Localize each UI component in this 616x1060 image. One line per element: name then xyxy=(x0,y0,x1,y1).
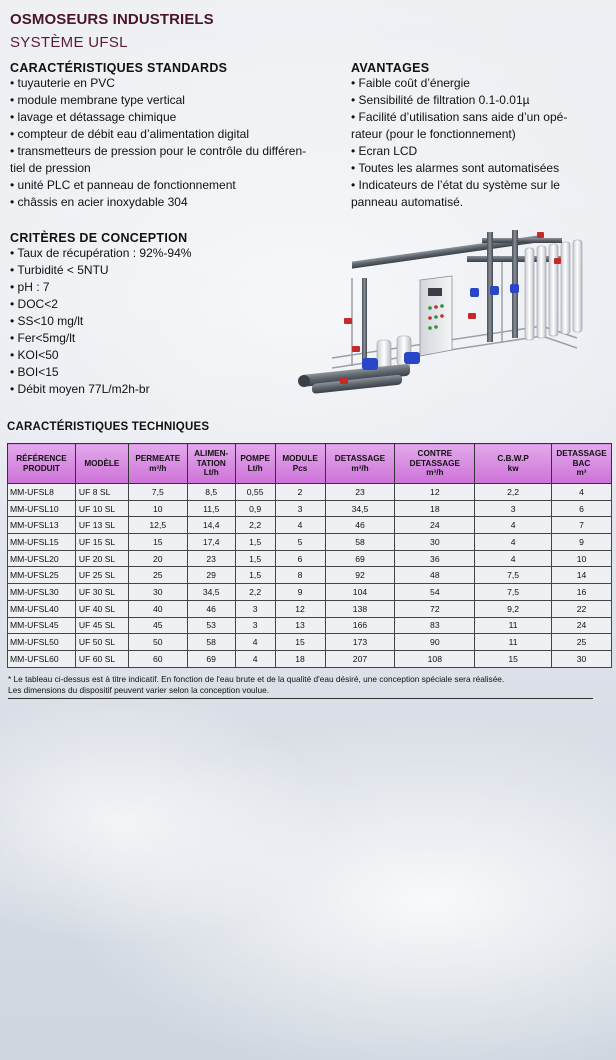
table-row xyxy=(8,534,612,551)
table-cell: 69 xyxy=(325,550,395,567)
table-cell: 6 xyxy=(275,550,325,567)
table-cell: 16 xyxy=(551,584,611,601)
table-cell: 4 xyxy=(475,517,552,534)
table-cell: 2 xyxy=(275,484,325,501)
table-cell: 11,5 xyxy=(187,500,235,517)
table-cell: 1,5 xyxy=(235,550,275,567)
table-cell: UF 30 SL xyxy=(75,584,128,601)
table-cell: 22 xyxy=(551,600,611,617)
table-cell: UF 20 SL xyxy=(75,550,128,567)
table-cell: 12 xyxy=(275,600,325,617)
table-row xyxy=(8,500,612,517)
note-line: Les dimensions du dispositif peuvent varier selon la conception voulue. xyxy=(8,685,270,695)
table-notes xyxy=(8,674,608,696)
table-cell: UF 60 SL xyxy=(75,650,128,667)
table-cell: 34,5 xyxy=(187,584,235,601)
table-cell: 90 xyxy=(395,634,475,651)
table-cell: 10 xyxy=(551,550,611,567)
standards-section xyxy=(10,61,335,211)
table-cell: 14,4 xyxy=(187,517,235,534)
table-header-row xyxy=(8,444,612,484)
list-item: tiel de pression xyxy=(10,161,91,175)
list-item: • Facilité d’utilisation sans aide d’un opé- xyxy=(351,110,568,124)
table-cell: UF 40 SL xyxy=(75,600,128,617)
table-cell: MM-UFSL40 xyxy=(8,600,76,617)
table-row xyxy=(8,517,612,534)
table-cell: 12 xyxy=(395,484,475,501)
table-cell: 10 xyxy=(128,500,187,517)
table-body xyxy=(8,484,612,668)
table-cell: MM-UFSL8 xyxy=(8,484,76,501)
table-row xyxy=(8,617,612,634)
table-cell: 17,4 xyxy=(187,534,235,551)
table-cell: 58 xyxy=(187,634,235,651)
list-item: • lavage et détassage chimique xyxy=(10,110,177,124)
col-header-reference: RÉFÉRENCE PRODUIT xyxy=(8,444,76,484)
list-item: panneau automatisé. xyxy=(351,195,464,209)
cartridge-filter xyxy=(377,340,391,370)
table-cell: MM-UFSL10 xyxy=(8,500,76,517)
table-cell: 7,5 xyxy=(475,567,552,584)
table-cell: 54 xyxy=(395,584,475,601)
list-item: • pH : 7 xyxy=(10,280,50,294)
table-cell: 50 xyxy=(128,634,187,651)
table-cell: 53 xyxy=(187,617,235,634)
table-cell: 3 xyxy=(235,600,275,617)
table-cell: MM-UFSL45 xyxy=(8,617,76,634)
table-cell: 8,5 xyxy=(187,484,235,501)
table-cell: MM-UFSL20 xyxy=(8,550,76,567)
criteria-heading: CRITÈRES DE CONCEPTION xyxy=(10,231,188,245)
page-title: OSMOSEURS INDUSTRIELS xyxy=(10,11,214,28)
table-cell: MM-UFSL30 xyxy=(8,584,76,601)
list-item: • Ecran LCD xyxy=(351,144,418,158)
col-header-model: MODÈLE xyxy=(75,444,128,484)
advantages-heading: AVANTAGES xyxy=(351,61,430,75)
list-item: • transmetteurs de pression pour le contrôle du différen- xyxy=(10,144,307,158)
col-header-backwash: DETASSAGE m³/h xyxy=(325,444,395,484)
table-cell: 30 xyxy=(128,584,187,601)
table-cell: MM-UFSL50 xyxy=(8,634,76,651)
table-cell: 29 xyxy=(187,567,235,584)
table-cell: 7 xyxy=(551,517,611,534)
table-cell: 60 xyxy=(128,650,187,667)
list-item: • module membrane type vertical xyxy=(10,93,185,107)
col-header-permeate: PERMEATE m³/h xyxy=(128,444,187,484)
table-cell: 2,2 xyxy=(235,517,275,534)
table-cell: 138 xyxy=(325,600,395,617)
table-cell: 15 xyxy=(475,650,552,667)
list-item: • Sensibilité de filtration 0.1-0.01µ xyxy=(351,93,530,107)
table-cell: UF 10 SL xyxy=(75,500,128,517)
table-cell: 4 xyxy=(551,484,611,501)
spec-table xyxy=(7,443,612,668)
divider xyxy=(8,698,593,699)
table-cell: 4 xyxy=(235,650,275,667)
table-cell: 14 xyxy=(551,567,611,584)
table-cell: 0,9 xyxy=(235,500,275,517)
table-cell: 48 xyxy=(395,567,475,584)
list-item: • Faible coût d’énergie xyxy=(351,76,470,90)
table-cell: 45 xyxy=(128,617,187,634)
advantages-section xyxy=(351,61,606,211)
table-cell: 46 xyxy=(187,600,235,617)
table-cell: 3 xyxy=(235,617,275,634)
col-header-backwash-tank: DETASSAGE BAC m³ xyxy=(551,444,611,484)
table-cell: 2,2 xyxy=(235,584,275,601)
table-cell: 34,5 xyxy=(325,500,395,517)
standards-list xyxy=(10,75,335,211)
table-cell: 58 xyxy=(325,534,395,551)
table-cell: 18 xyxy=(395,500,475,517)
table-cell: MM-UFSL15 xyxy=(8,534,76,551)
table-cell: UF 45 SL xyxy=(75,617,128,634)
table-cell: 69 xyxy=(187,650,235,667)
table-cell: 7,5 xyxy=(128,484,187,501)
table-cell: UF 25 SL xyxy=(75,567,128,584)
table-cell: 24 xyxy=(551,617,611,634)
table-row xyxy=(8,600,612,617)
table-cell: 15 xyxy=(128,534,187,551)
table-cell: 104 xyxy=(325,584,395,601)
table-cell: 23 xyxy=(325,484,395,501)
list-item: • unité PLC et panneau de fonctionnement xyxy=(10,178,236,192)
table-cell: 1,5 xyxy=(235,534,275,551)
table-row xyxy=(8,567,612,584)
table-cell: 5 xyxy=(275,534,325,551)
table-cell: MM-UFSL13 xyxy=(8,517,76,534)
col-header-counter-backwash: CONTRE DETASSAGE m³/h xyxy=(395,444,475,484)
table-cell: 173 xyxy=(325,634,395,651)
table-cell: 207 xyxy=(325,650,395,667)
table-cell: 18 xyxy=(275,650,325,667)
table-cell: 23 xyxy=(187,550,235,567)
criteria-section xyxy=(10,231,250,398)
table-cell: 40 xyxy=(128,600,187,617)
table-cell: UF 8 SL xyxy=(75,484,128,501)
table-row xyxy=(8,650,612,667)
table-cell: 36 xyxy=(395,550,475,567)
col-header-feed: ALIMEN- TATION Lt/h xyxy=(187,444,235,484)
table-cell: 7,5 xyxy=(475,584,552,601)
table-cell: 12,5 xyxy=(128,517,187,534)
table-cell: 72 xyxy=(395,600,475,617)
note-line: * Le tableau ci-dessus est à titre indicatif. En fonction de l'eau brute et de la qualité d'eau désiré, une conception spéciale sera réalisée. xyxy=(8,674,505,684)
table-cell: 20 xyxy=(128,550,187,567)
table-cell: UF 13 SL xyxy=(75,517,128,534)
table-cell: UF 15 SL xyxy=(75,534,128,551)
table-cell: 9,2 xyxy=(475,600,552,617)
table-cell: 25 xyxy=(551,634,611,651)
table-cell: 11 xyxy=(475,634,552,651)
tech-title: CARACTÉRISTIQUES TECHNIQUES xyxy=(7,421,210,433)
table-row xyxy=(8,550,612,567)
list-item: • Débit moyen 77L/m2h-br xyxy=(10,382,150,396)
table-cell: 92 xyxy=(325,567,395,584)
table-cell: 9 xyxy=(551,534,611,551)
table-cell: 4 xyxy=(275,517,325,534)
table-cell: 166 xyxy=(325,617,395,634)
list-item: • tuyauterie en PVC xyxy=(10,76,115,90)
osmosis-machine-illustration xyxy=(292,218,612,408)
table-cell: 0,55 xyxy=(235,484,275,501)
table-cell: UF 50 SL xyxy=(75,634,128,651)
list-item: • BOI<15 xyxy=(10,365,59,379)
membrane-modules xyxy=(525,240,582,340)
table-cell: 108 xyxy=(395,650,475,667)
list-item: • Turbidité < 5NTU xyxy=(10,263,109,277)
table-cell: 30 xyxy=(551,650,611,667)
table-cell: 4 xyxy=(475,534,552,551)
table-cell: 13 xyxy=(275,617,325,634)
table-cell: MM-UFSL25 xyxy=(8,567,76,584)
list-item: • SS<10 mg/lt xyxy=(10,314,84,328)
pipe-end xyxy=(298,375,310,387)
list-item: • Fer<5mg/lt xyxy=(10,331,76,345)
list-item: • Indicateurs de l’état du système sur le xyxy=(351,178,560,192)
table-cell: 46 xyxy=(325,517,395,534)
table-row xyxy=(8,484,612,501)
list-item: • Toutes les alarmes sont automatisées xyxy=(351,161,560,175)
table-cell: 8 xyxy=(275,567,325,584)
standards-heading: CARACTÉRISTIQUES STANDARDS xyxy=(10,61,228,75)
col-header-pump: POMPE Lt/h xyxy=(235,444,275,484)
table-row xyxy=(8,584,612,601)
top-pipe xyxy=(482,238,562,243)
col-header-module: MODULE Pcs xyxy=(275,444,325,484)
list-item: • châssis en acier inoxydable 304 xyxy=(10,195,188,209)
page-subtitle: SYSTÈME UFSL xyxy=(10,34,128,51)
control-panel xyxy=(420,276,452,356)
vertical-pipe xyxy=(362,278,367,360)
list-item: • DOC<2 xyxy=(10,297,58,311)
table-cell: 11 xyxy=(475,617,552,634)
advantages-list xyxy=(351,75,606,211)
criteria-list xyxy=(10,245,250,398)
table-row xyxy=(8,634,612,651)
list-item: • Taux de récupération : 92%-94% xyxy=(10,246,192,260)
list-item: • KOI<50 xyxy=(10,348,59,362)
table-cell: 3 xyxy=(275,500,325,517)
table-cell: 3 xyxy=(475,500,552,517)
table-cell: 24 xyxy=(395,517,475,534)
table-cell: 4 xyxy=(235,634,275,651)
table-cell: 30 xyxy=(395,534,475,551)
table-cell: 15 xyxy=(275,634,325,651)
table-cell: 2,2 xyxy=(475,484,552,501)
table-cell: 25 xyxy=(128,567,187,584)
table-cell: 9 xyxy=(275,584,325,601)
table-cell: MM-UFSL60 xyxy=(8,650,76,667)
table-cell: 1,5 xyxy=(235,567,275,584)
list-item: • compteur de débit eau d’alimentation digital xyxy=(10,127,250,141)
col-header-cbwp: C.B.W.P kw xyxy=(475,444,552,484)
list-item: rateur (pour le fonctionnement) xyxy=(351,127,516,141)
table-cell: 83 xyxy=(395,617,475,634)
table-cell: 4 xyxy=(475,550,552,567)
table-cell: 6 xyxy=(551,500,611,517)
